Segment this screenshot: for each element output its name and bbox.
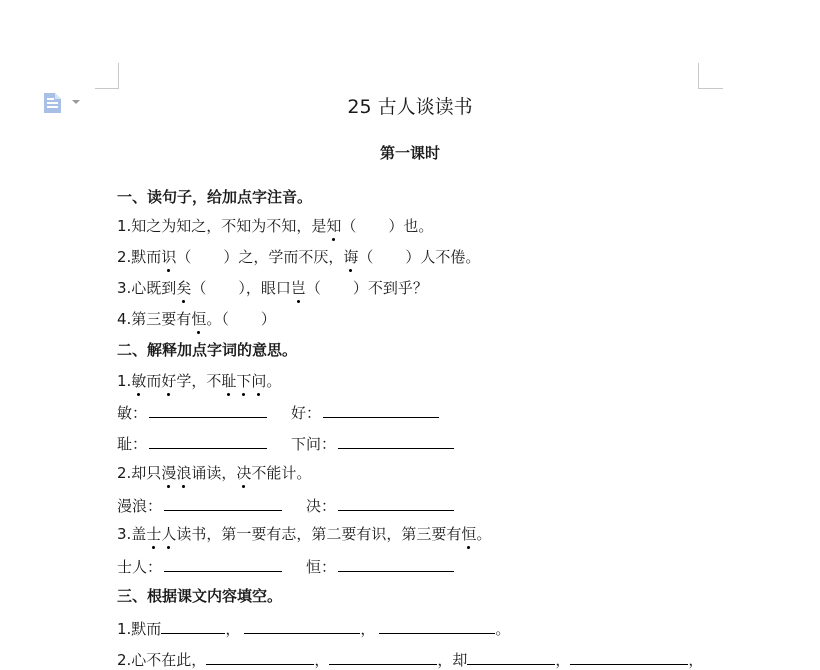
field-label: 决： [306,497,337,515]
field-label: 耻： [117,435,148,453]
text: ， [555,651,571,669]
text: （ [191,279,207,297]
dotted-char: 浪 [176,464,192,482]
text: 不能计。 [251,464,312,482]
text: 2.却只 [117,464,162,482]
text: 学，不 [176,372,222,390]
answer-blank[interactable] [338,555,454,572]
text: （ [305,279,321,297]
dotted-char: 漫 [161,464,177,482]
text: ）也。 [388,217,434,235]
answer-blank[interactable] [149,401,267,418]
text: 4.第三要有 [117,310,192,328]
text: ） [260,310,276,328]
answer-blank[interactable] [164,494,282,511]
dotted-char: 岂 [290,279,306,297]
text: 1.默而 [117,620,162,638]
answer-blank[interactable] [244,617,360,634]
text: ， [225,620,241,638]
s2-question-3 [117,524,491,544]
field-label: 敏： [117,404,148,422]
text: 。 [476,525,492,543]
section-1-heading: 一、读句子，给加点字注音。 [117,188,313,206]
text: 3.盖 [117,525,147,543]
dotted-char: 诲 [343,248,359,266]
document-title: 25 古人谈读书 [347,96,473,118]
dotted-char: 敏 [131,372,147,390]
s2-question-1 [117,371,281,391]
answer-blank[interactable] [570,648,688,665]
text: 诵读， [191,464,237,482]
dotted-char: 人 [161,525,177,543]
text: ），眼口 [238,279,291,297]
text: 。（ [206,310,229,328]
dotted-char: 知 [326,217,342,235]
s2-q1-fields-row-2 [117,432,454,452]
text: 1. [117,372,132,390]
answer-blank[interactable] [329,648,437,665]
field-label: 恒： [306,558,337,576]
s3-question-2 [117,648,703,668]
s1-question-1 [117,216,433,236]
text: 3.心既到 [117,279,177,297]
page-corner-mark-top-left [95,63,119,89]
text: ， [360,620,376,638]
page-corner-mark-top-right [698,63,723,89]
text: （ [341,217,357,235]
text: ）不到乎？ [352,279,428,297]
s1-question-4 [117,309,276,329]
text: 2.默而 [117,248,162,266]
text: ）人不倦。 [405,248,481,266]
answer-blank[interactable] [467,648,555,665]
answer-blank[interactable] [161,617,225,634]
s1-question-2 [117,247,480,267]
field-label: 好： [291,404,322,422]
text: （ [358,248,374,266]
s1-question-3 [117,278,428,298]
field-label: 漫浪： [117,497,163,515]
text: 2.心不在此， [117,651,207,669]
answer-blank[interactable] [149,432,267,449]
dotted-char: 决 [236,464,252,482]
text: 读书，第一要有志，第二要有识，第三要有 [176,525,462,543]
section-3-heading: 三、根据课文内容填空。 [117,587,283,605]
text: ， [688,651,704,669]
answer-blank[interactable] [338,432,454,449]
field-label: 下问： [291,435,337,453]
answer-blank[interactable] [323,401,439,418]
s3-question-1 [117,617,510,637]
s2-q1-fields-row-1 [117,401,439,421]
dotted-char: 恒 [461,525,477,543]
answer-blank[interactable] [338,494,454,511]
answer-blank[interactable] [164,555,282,572]
dotted-char: 问 [251,372,267,390]
text: ，却 [437,651,468,669]
answer-blank[interactable] [379,617,495,634]
s2-question-2 [117,463,311,483]
dotted-char: 恒 [191,310,207,328]
answer-blank[interactable] [206,648,314,665]
section-2-heading: 二、解释加点字词的意思。 [117,341,298,359]
dotted-char: 好 [161,372,177,390]
text: 1.知之为知之，不知为不知，是 [117,217,327,235]
s2-q3-fields [117,555,454,575]
text: ， [314,651,330,669]
dotted-char: 士 [146,525,162,543]
dotted-char: 矣 [176,279,192,297]
text: 而 [146,372,162,390]
text: （ [176,248,192,266]
dotted-char: 下 [236,372,252,390]
field-label: 士人： [117,558,163,576]
text: 。 [266,372,282,390]
document-subtitle: 第一课时 [379,144,440,162]
s2-q2-fields [117,494,454,514]
dotted-char: 耻 [221,372,237,390]
text: 。 [495,620,511,638]
text: ）之，学而不厌， [223,248,344,266]
dotted-char: 识 [161,248,177,266]
